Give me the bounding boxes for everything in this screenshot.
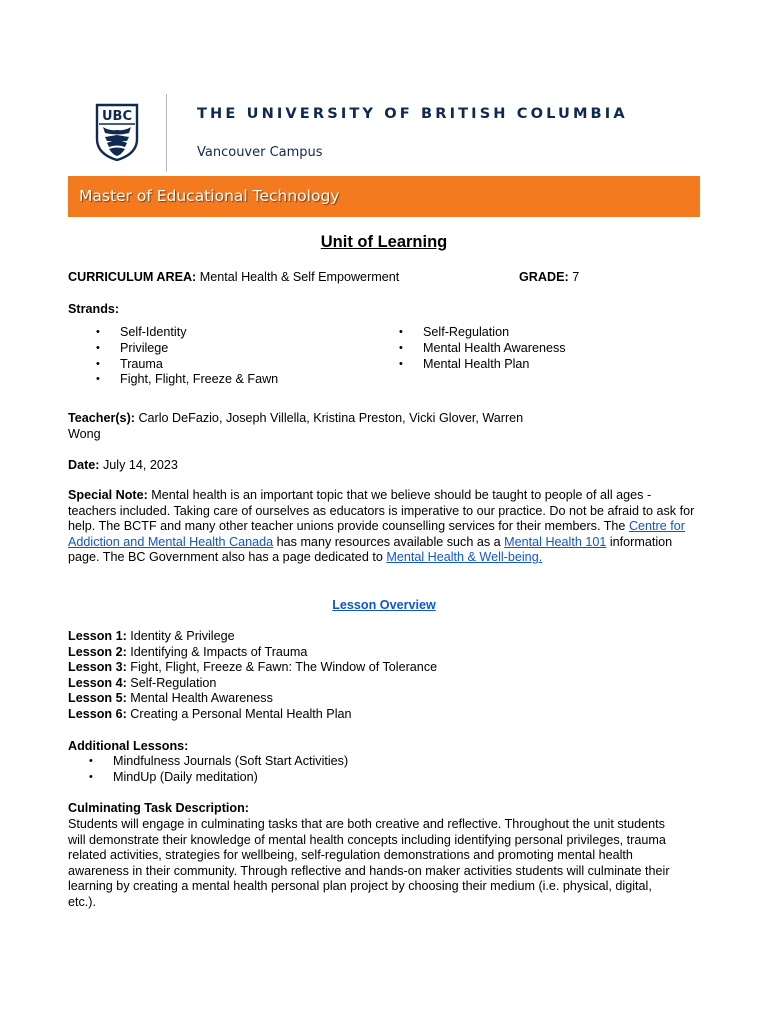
strands-list-right (399, 325, 566, 372)
list-item: • Mindfulness Journals (Soft Start Activities) (89, 754, 348, 770)
teachers-line-2: Wong (68, 427, 101, 441)
grade-label: GRADE: (519, 270, 569, 284)
list-item: • Fight, Flight, Freeze & Fawn (96, 372, 278, 388)
lesson-item (68, 629, 437, 645)
header-divider (166, 94, 167, 172)
teachers-names: Carlo DeFazio, Joseph Villella, Kristina Preston, Vicki Glover, Warren (138, 411, 524, 425)
mental-health-wellbeing-link[interactable]: Mental Health & Well-being. (386, 550, 543, 565)
additional-lessons-list (89, 754, 348, 786)
additional-lessons-label: Additional Lessons: (68, 739, 189, 753)
list-item: • Self-Regulation (399, 325, 566, 341)
lessons-list (68, 629, 437, 723)
teachers-label: Teacher(s): (68, 411, 135, 425)
culminating-task-description (68, 817, 670, 911)
lesson-title: Self-Regulation (130, 675, 217, 690)
list-item: • Trauma (96, 357, 278, 373)
curriculum-area (68, 270, 399, 285)
university-name: THE UNIVERSITY OF BRITISH COLUMBIA (197, 105, 628, 122)
date (68, 458, 178, 473)
lesson-overview-link[interactable]: Lesson Overview (332, 598, 436, 612)
paragraph-line: etc.). (68, 894, 96, 909)
lesson-label: Lesson 1: (68, 629, 127, 643)
logo-text: UBC (101, 109, 133, 124)
camh-link[interactable]: Centre for Addiction and Mental Health Canada (68, 519, 685, 549)
lesson-label: Lesson 3: (68, 660, 127, 675)
ubc-crest-logo (95, 103, 139, 161)
lesson-title: Identifying & Impacts of Trauma (130, 644, 308, 659)
culminating-task-label: Culminating Task Description: (68, 801, 249, 815)
curriculum-value: Mental Health & Self Empowerment (199, 270, 400, 284)
list-item: • Mental Health Plan (399, 357, 566, 373)
grade (519, 270, 579, 285)
list-item: • Mental Health Awareness (399, 341, 566, 357)
list-item: • Privilege (96, 341, 278, 357)
lesson-title: Identity & Privilege (130, 629, 235, 643)
curriculum-label: CURRICULUM AREA: (68, 270, 197, 284)
strands-label: Strands: (68, 302, 120, 316)
paragraph-line: will demonstrate their knowledge of mental health concepts including identifying personal privileges, trauma (68, 832, 666, 847)
date-label: Date: (68, 458, 100, 472)
lesson-item (68, 707, 437, 723)
lesson-label: Lesson 4: (68, 675, 127, 690)
mental-health-101-link[interactable]: Mental Health 101 (504, 534, 607, 549)
lesson-label: Lesson 5: (68, 691, 127, 706)
special-note-label: Special Note: (68, 488, 148, 502)
paragraph-line: awareness in their community. Through reflective and hands-on maker activities students will culminate their (68, 863, 670, 878)
document-title: Unit of Learning (320, 233, 448, 251)
lesson-item (68, 645, 437, 661)
special-note-text-2: has many resources available such as a (276, 534, 501, 549)
lesson-item (68, 691, 437, 707)
program-banner (68, 176, 700, 217)
lesson-title: Fight, Flight, Freeze & Fawn: The Window of Tolerance (130, 660, 438, 675)
paragraph-line: learning by creating a mental health personal plan project by choosing their medium (i.e. physical, digital, (68, 879, 652, 894)
lesson-title: Creating a Personal Mental Health Plan (130, 706, 352, 721)
grade-value: 7 (572, 270, 580, 284)
special-note-text-3: information page. The BC Government also has a page dedicated to (68, 534, 673, 565)
special-note-text: Mental health is an important topic that we believe should be taught to people of all ages - teachers included. Taking care of ourselves as educators is imperative to our practice. Do not be afraid to ask for help. The BCTF and many other teacher unions provide counselling services for their members. The (68, 488, 695, 534)
list-item: • MindUp (Daily meditation) (89, 770, 348, 786)
strands-list-left (96, 325, 278, 388)
campus-name: Vancouver Campus (197, 145, 323, 160)
special-note (68, 488, 702, 566)
paragraph-line: Students will engage in culminating tasks that are both creative and reflective. Throughout the unit students (68, 817, 665, 831)
list-item: • Self-Identity (96, 325, 278, 341)
program-title: Master of Educational Technology (79, 187, 340, 205)
date-value: July 14, 2023 (103, 458, 178, 472)
lesson-item (68, 660, 437, 676)
paragraph-line: related activities, strategies for wellbeing, self-regulation demonstrations and promoting mental health (68, 848, 633, 863)
lesson-label: Lesson 6: (68, 706, 127, 721)
teachers-line-1 (68, 411, 523, 426)
lesson-label: Lesson 2: (68, 644, 127, 659)
lesson-title: Mental Health Awareness (130, 691, 273, 706)
lesson-item (68, 676, 437, 692)
